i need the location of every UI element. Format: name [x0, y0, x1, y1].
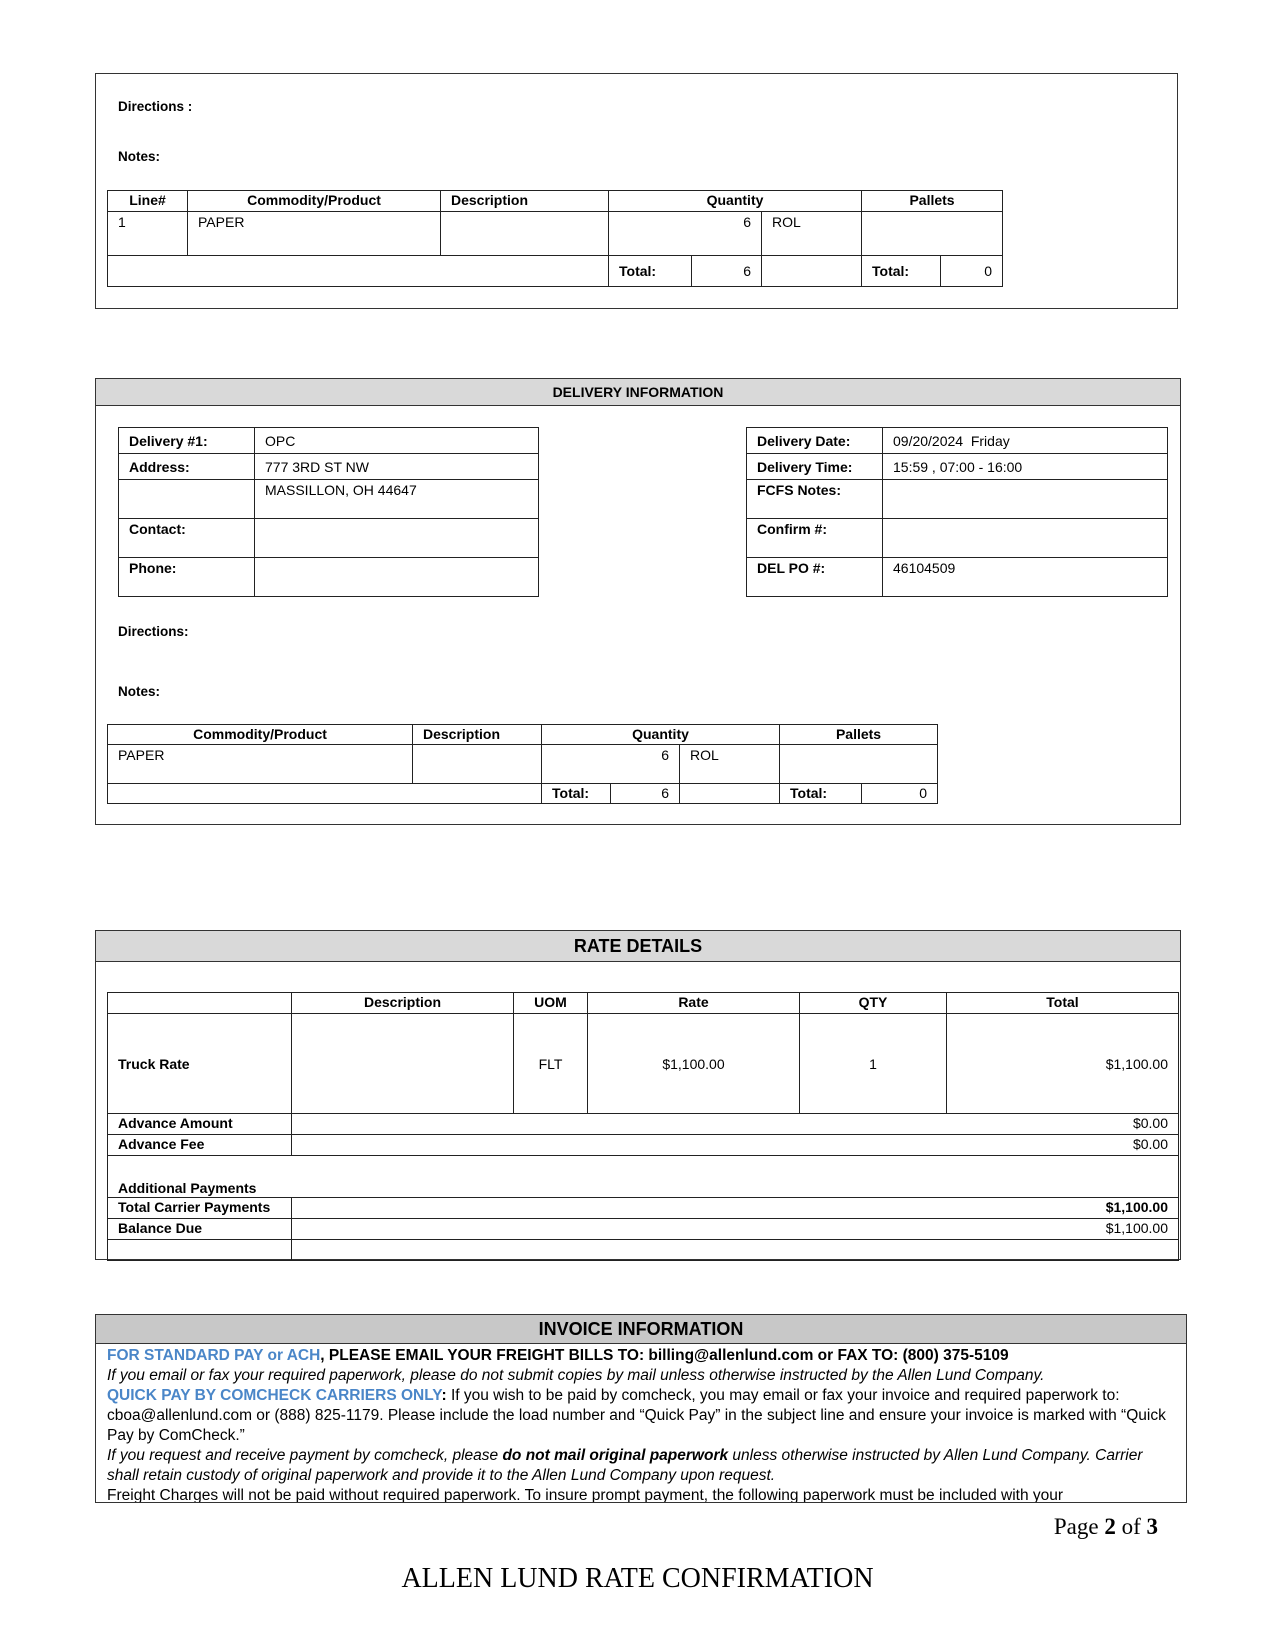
delivery-section	[95, 378, 1181, 825]
col-description: Description	[413, 725, 542, 745]
qty-total-label: Total:	[609, 256, 692, 287]
pallets-total: 0	[862, 784, 938, 804]
quick-pay-text: QUICK PAY BY COMCHECK CARRIERS ONLY: If you wish to be paid by comcheck, you may email or fax your invoice and required paperwork to: cboa@allenlund.com or (888) 825-1179. Please include the load number and “Quick Pay” in the subject line and ensure your invoice is marked with “Quick Pay by ComCheck.”	[107, 1387, 1166, 1444]
cell-description	[441, 212, 609, 256]
address-label: Address:	[119, 454, 255, 480]
cell-commodity: PAPER	[188, 212, 441, 256]
rate-section	[95, 930, 1181, 1260]
truck-rate-qty: 1	[800, 1014, 947, 1114]
advance-fee-label: Advance Fee	[108, 1135, 292, 1156]
col-total: Total	[947, 993, 1179, 1014]
table-row	[108, 745, 938, 784]
notes-label: Notes:	[118, 149, 161, 164]
additional-payments-label: Additional Payments	[108, 1156, 1179, 1198]
advance-amount-value: $0.00	[292, 1114, 1179, 1135]
col-qty: QTY	[800, 993, 947, 1014]
fcfs-label: FCFS Notes:	[747, 480, 883, 519]
truck-rate-uom: FLT	[514, 1014, 588, 1114]
col-pallets: Pallets	[862, 191, 1003, 212]
confirm-label: Confirm #:	[747, 519, 883, 558]
pallets-total-label: Total:	[780, 784, 862, 804]
table-row	[108, 212, 1003, 256]
delivery-num-label: Delivery #1:	[119, 428, 255, 454]
col-commodity: Commodity/Product	[108, 725, 413, 745]
delivery-title: DELIVERY INFORMATION	[96, 379, 1180, 406]
cell-qty: 6	[609, 212, 762, 256]
col-description: Description	[292, 993, 514, 1014]
col-rate: Rate	[588, 993, 800, 1014]
cell-pallets	[780, 745, 938, 784]
standard-pay-text: FOR STANDARD PAY or ACH, PLEASE EMAIL YOUR FREIGHT BILLS TO: billing@allenlund.com or FAX TO: (800) 375-5109	[107, 1347, 1009, 1364]
cell-qty: 6	[542, 745, 680, 784]
delivery-date-value: 09/20/2024 Friday	[883, 428, 1168, 454]
balance-due-row	[108, 1219, 1179, 1240]
freight-charges-notice: Freight Charges will not be paid without required paperwork. To insure prompt payment, the following paperwork must be included with your	[107, 1487, 1064, 1503]
advance-fee-row	[108, 1135, 1179, 1156]
phone-label: Phone:	[119, 558, 255, 597]
address-line2: MASSILLON, OH 44647	[255, 480, 539, 519]
delivery-schedule-table	[746, 427, 1168, 597]
col-pallets: Pallets	[780, 725, 938, 745]
advance-amount-label: Advance Amount	[108, 1114, 292, 1135]
balance-due-value: $1,100.00	[292, 1219, 1179, 1240]
confirm-value	[883, 519, 1168, 558]
mail-notice: If you email or fax your required paperwork, please do not submit copies by mail unless otherwise instructed by the Allen Lund Company.	[107, 1367, 1045, 1384]
truck-rate-total: $1,100.00	[947, 1014, 1179, 1114]
contact-value	[255, 519, 539, 558]
col-quantity: Quantity	[542, 725, 780, 745]
phone-value	[255, 558, 539, 597]
delivery-time-label: Delivery Time:	[747, 454, 883, 480]
delivery-notes-label: Notes:	[118, 684, 161, 699]
cell-unit: ROL	[680, 745, 780, 784]
col-quantity: Quantity	[609, 191, 862, 212]
rate-title: RATE DETAILS	[96, 931, 1180, 962]
pallets-total: 0	[941, 256, 1003, 287]
totals-row	[108, 256, 1003, 287]
delivery-address-table	[118, 427, 539, 597]
document-title: ALLEN LUND RATE CONFIRMATION	[401, 1563, 874, 1594]
invoice-title: INVOICE INFORMATION	[96, 1315, 1186, 1344]
delivery-num-value: OPC	[255, 428, 539, 454]
delivery-directions-label: Directions:	[118, 624, 189, 639]
cell-line: 1	[108, 212, 188, 256]
cell-pallets	[862, 212, 1003, 256]
balance-due-label: Balance Due	[108, 1219, 292, 1240]
total-carrier-row	[108, 1198, 1179, 1219]
truck-rate-label: Truck Rate	[108, 1014, 292, 1114]
delivery-time-value: 15:59 , 07:00 - 16:00	[883, 454, 1168, 480]
delivery-commodity-table	[107, 724, 938, 804]
truck-rate-row	[108, 1014, 1179, 1114]
fcfs-value	[883, 480, 1168, 519]
col-description: Description	[441, 191, 609, 212]
cell-unit: ROL	[762, 212, 862, 256]
additional-payments-row	[108, 1156, 1179, 1198]
delivery-date-label: Delivery Date:	[747, 428, 883, 454]
del-po-label: DEL PO #:	[747, 558, 883, 597]
pickup-section	[95, 73, 1178, 309]
truck-rate-rate: $1,100.00	[588, 1014, 800, 1114]
qty-total: 6	[611, 784, 680, 804]
invoice-section	[95, 1314, 1187, 1503]
cell-description	[413, 745, 542, 784]
truck-rate-description	[292, 1014, 514, 1114]
directions-label: Directions :	[118, 99, 193, 114]
advance-fee-value: $0.00	[292, 1135, 1179, 1156]
advance-amount-row	[108, 1114, 1179, 1135]
contact-label: Contact:	[119, 519, 255, 558]
cell-commodity: PAPER	[108, 745, 413, 784]
col-line: Line#	[108, 191, 188, 212]
col-uom: UOM	[514, 993, 588, 1014]
totals-row	[108, 784, 938, 804]
total-carrier-label: Total Carrier Payments	[108, 1198, 292, 1219]
qty-total-label: Total:	[542, 784, 611, 804]
qty-total: 6	[692, 256, 762, 287]
comcheck-notice: If you request and receive payment by comcheck, please do not mail original paperwork unless otherwise instructed by Allen Lund Company. Carrier shall retain custody of original paperwork and provide it to the Allen Lund Company upon request.	[107, 1447, 1143, 1484]
total-carrier-value: $1,100.00	[292, 1198, 1179, 1219]
del-po-value: 46104509	[883, 558, 1168, 597]
quick-pay-heading: QUICK PAY BY COMCHECK CARRIERS ONLY	[107, 1387, 442, 1404]
rate-table	[107, 992, 1179, 1261]
address-line1: 777 3RD ST NW	[255, 454, 539, 480]
col-commodity: Commodity/Product	[188, 191, 441, 212]
pickup-commodity-table	[107, 190, 1003, 287]
pallets-total-label: Total:	[862, 256, 941, 287]
page-number: Page 2 of 3	[1053, 1514, 1158, 1539]
standard-pay-heading: FOR STANDARD PAY or ACH	[107, 1347, 321, 1364]
